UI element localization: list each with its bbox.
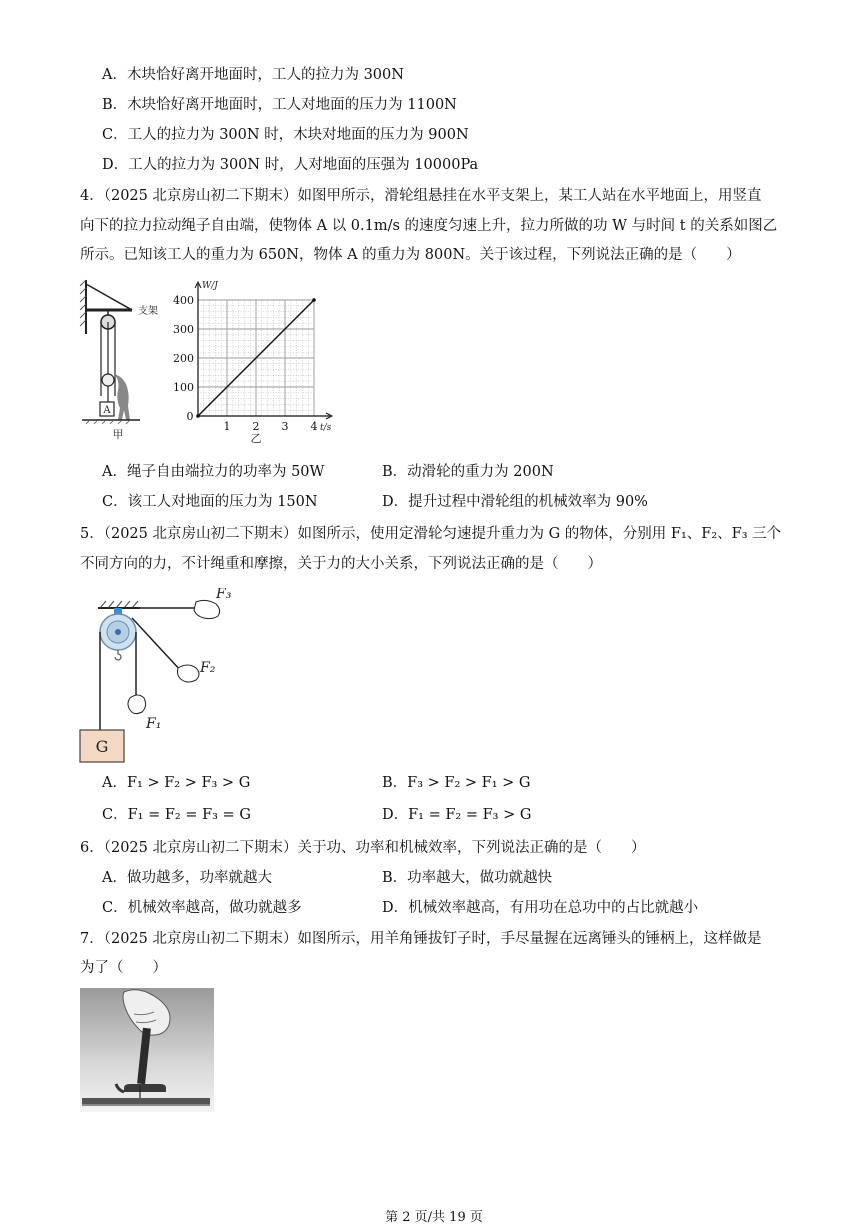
q5-option-a: A．F₁ > F₂ > F₃ > G [102,775,251,791]
svg-text:G: G [95,737,109,756]
q7-stem-line-2: 为了（ ） [80,960,167,976]
work-time-chart [172,278,342,444]
x-tick-label: 3 [281,420,289,433]
y-axis-label: W/J [202,281,218,291]
q4-option-a: A．绳子自由端拉力的功率为 50W [102,464,325,480]
figure-yi-label: 乙 [250,432,262,444]
wooden-board [82,1098,210,1104]
series-point [196,414,200,418]
q4-option-c: C．该工人对地面的压力为 150N [102,494,318,510]
label-f2: F₂ [200,660,216,676]
q3-option-d: D．工人的拉力为 300N 时，人对地面的压强为 10000Pa [102,157,479,173]
label-f1: F₁ [146,716,162,732]
y-tick-label: 400 [173,294,194,307]
x-tick-label: 0 [186,410,194,423]
bracket-strut [86,284,132,310]
q4-option-b: B．动滑轮的重力为 200N [382,464,554,480]
q5-option-c: C．F₁ = F₂ = F₃ = G [102,807,251,823]
y-tick-label: 100 [173,381,194,394]
q5-stem-line-2: 不同方向的力，不计绳重和摩擦，关于力的大小关系，下列说法正确的是（ ） [80,556,602,572]
q4-stem-line-3: 所示。已知该工人的重力为 650N，物体 A 的重力为 800N。关于该过程，下列说法正确的是（ ） [80,247,741,263]
moving-pulley [102,374,114,386]
bracket-label: 支架 [138,306,158,317]
claw-hammer-photo [80,988,214,1112]
q7-stem-line-1: 7．（2025 北京房山初二下期末）如图所示，用羊角锤拔钉子时，手尽量握在远离锤头的锤柄上，这样做是 [80,931,762,947]
q5-option-b: B．F₃ > F₂ > F₁ > G [382,775,531,791]
hammer-head [124,1084,166,1092]
worker-silhouette [114,374,130,420]
q4-stem-line-1: 4．（2025 北京房山初二下期末）如图甲所示，滑轮组悬挂在水平支架上，某工人站在水平地面上，用竖直 [80,188,762,204]
q6-option-a: A．做功越多，功率就越大 [102,870,272,886]
hand-f1-icon [128,695,146,714]
q3-option-a: A．木块恰好离开地面时，工人的拉力为 300N [102,67,404,83]
x-tick-label: 2 [252,420,260,433]
fixed-pulley-figure [78,588,240,766]
q5-option-d: D．F₁ = F₂ = F₃ > G [382,807,532,823]
figure-jia-label: 甲 [112,428,124,440]
rope-f2 [132,618,182,672]
page-footer: 第 2 页/共 19 页 [385,1210,483,1225]
x-tick-label: 4 [310,420,318,433]
svg-text:A: A [103,405,111,416]
q6-option-b: B．功率越大，做功就越快 [382,870,553,886]
hand-f2-icon [178,665,200,682]
label-f3: F₃ [216,588,232,602]
y-tick-label: 300 [173,323,194,336]
q3-option-c: C．工人的拉力为 300N 时，木块对地面的压力为 900N [102,127,469,143]
q6-option-c: C．机械效率越高，做功就越多 [102,900,302,916]
y-tick-label: 200 [173,352,194,365]
hand-f3-icon [194,600,220,618]
q5-stem-line-1: 5．（2025 北京房山初二下期末）如图所示，使用定滑轮匀速提升重力为 G 的物体，分别用 F₁、F₂、F₃ 三个 [80,526,782,542]
x-tick-label: 1 [223,420,231,433]
pulley-system-figure [78,276,170,440]
q6-option-d: D．机械效率越高，有用功在总功中的占比就越小 [382,900,699,916]
q6-stem: 6．（2025 北京房山初二下期末）关于功、功率和机械效率，下列说法正确的是（ ） [80,840,646,856]
q4-stem-line-2: 向下的拉力拉动绳子自由端，使物体 A 以 0.1m/s 的速度匀速上升，拉力所做的功 W 与时间 t 的关系如图乙 [80,218,778,234]
q4-option-d: D．提升过程中滑轮组的机械效率为 90% [382,494,648,510]
series-point [312,298,316,302]
x-axis-label: t/s [320,423,332,433]
q3-option-b: B．木块恰好离开地面时，工人对地面的压力为 1100N [102,97,457,113]
